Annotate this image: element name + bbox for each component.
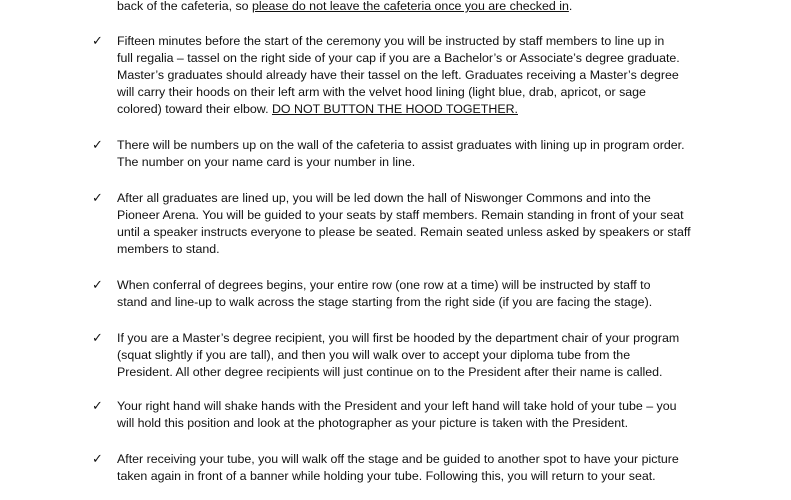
checkmark-icon: ✓ [92,138,103,153]
checkmark-icon: ✓ [92,452,103,467]
text-line: taken again in front of a banner while holding your tube. Following this, you will return to your seat. [117,469,656,483]
text-line: Fifteen minutes before the start of the ceremony you will be instructed by staff members to line up in [117,34,665,48]
text-line: Your right hand will shake hands with the President and your left hand will take hold of your tube – you [117,399,677,413]
text-line: will carry their hoods on their left arm with the velvet hood lining (light blue, drab, apricot, or sage [117,85,646,99]
text-line: There will be numbers up on the wall of the cafeteria to assist graduates with lining up in program order. [117,138,685,152]
checkmark-icon: ✓ [92,34,103,49]
checkmark-icon: ✓ [92,278,103,293]
text-line [117,101,518,118]
text-line: will hold this position and look at the photographer as your picture is taken with the President. [117,416,629,430]
underlined-text: DO NOT BUTTON THE HOOD TOGETHER. [271,102,518,116]
text-segment: colored) toward their elbow. [117,102,272,116]
text-segment: back of the cafeteria, so [117,0,252,13]
text-line [117,0,572,15]
text-line: After receiving your tube, you will walk off the stage and be guided to another spot to have your picture [117,452,679,466]
checkmark-icon: ✓ [92,331,103,346]
text-line: (squat slightly if you are tall), and then you will walk over to accept your diploma tube from the [117,348,631,362]
text-line: After all graduates are lined up, you will be led down the hall of Niswonger Commons and into the [117,191,651,205]
text-line: Master’s graduates should already have their tassel on the left. Graduates receiving a Master’s degree [117,68,679,82]
underlined-text: please do not leave the cafeteria once you are checked in [252,0,569,13]
checkmark-icon: ✓ [92,191,103,206]
text-line: President. All other degree recipients will just continue on to the President after their name is called. [117,365,663,379]
text-segment: . [568,0,573,13]
text-line: Pioneer Arena. You will be guided to your seats by staff members. Remain standing in front of your seat [117,208,684,222]
checkmark-icon: ✓ [92,399,103,414]
text-line: If you are a Master’s degree recipient, you will first be hooded by the department chair of your program [117,331,680,345]
text-line: stand and line-up to walk across the stage starting from the right side (if you are facing the stage). [117,295,653,309]
text-line: members to stand. [117,242,220,256]
text-line: The number on your name card is your number in line. [117,155,416,169]
text-line: until a speaker instructs everyone to please be seated. Remain seated unless asked by speakers or staff [117,225,691,239]
text-line: full regalia – tassel on the right side of your cap if you are a Bachelor’s or Associate’s degree graduate. [117,51,680,65]
text-line: When conferral of degrees begins, your entire row (one row at a time) will be instructed by staff to [117,278,651,292]
